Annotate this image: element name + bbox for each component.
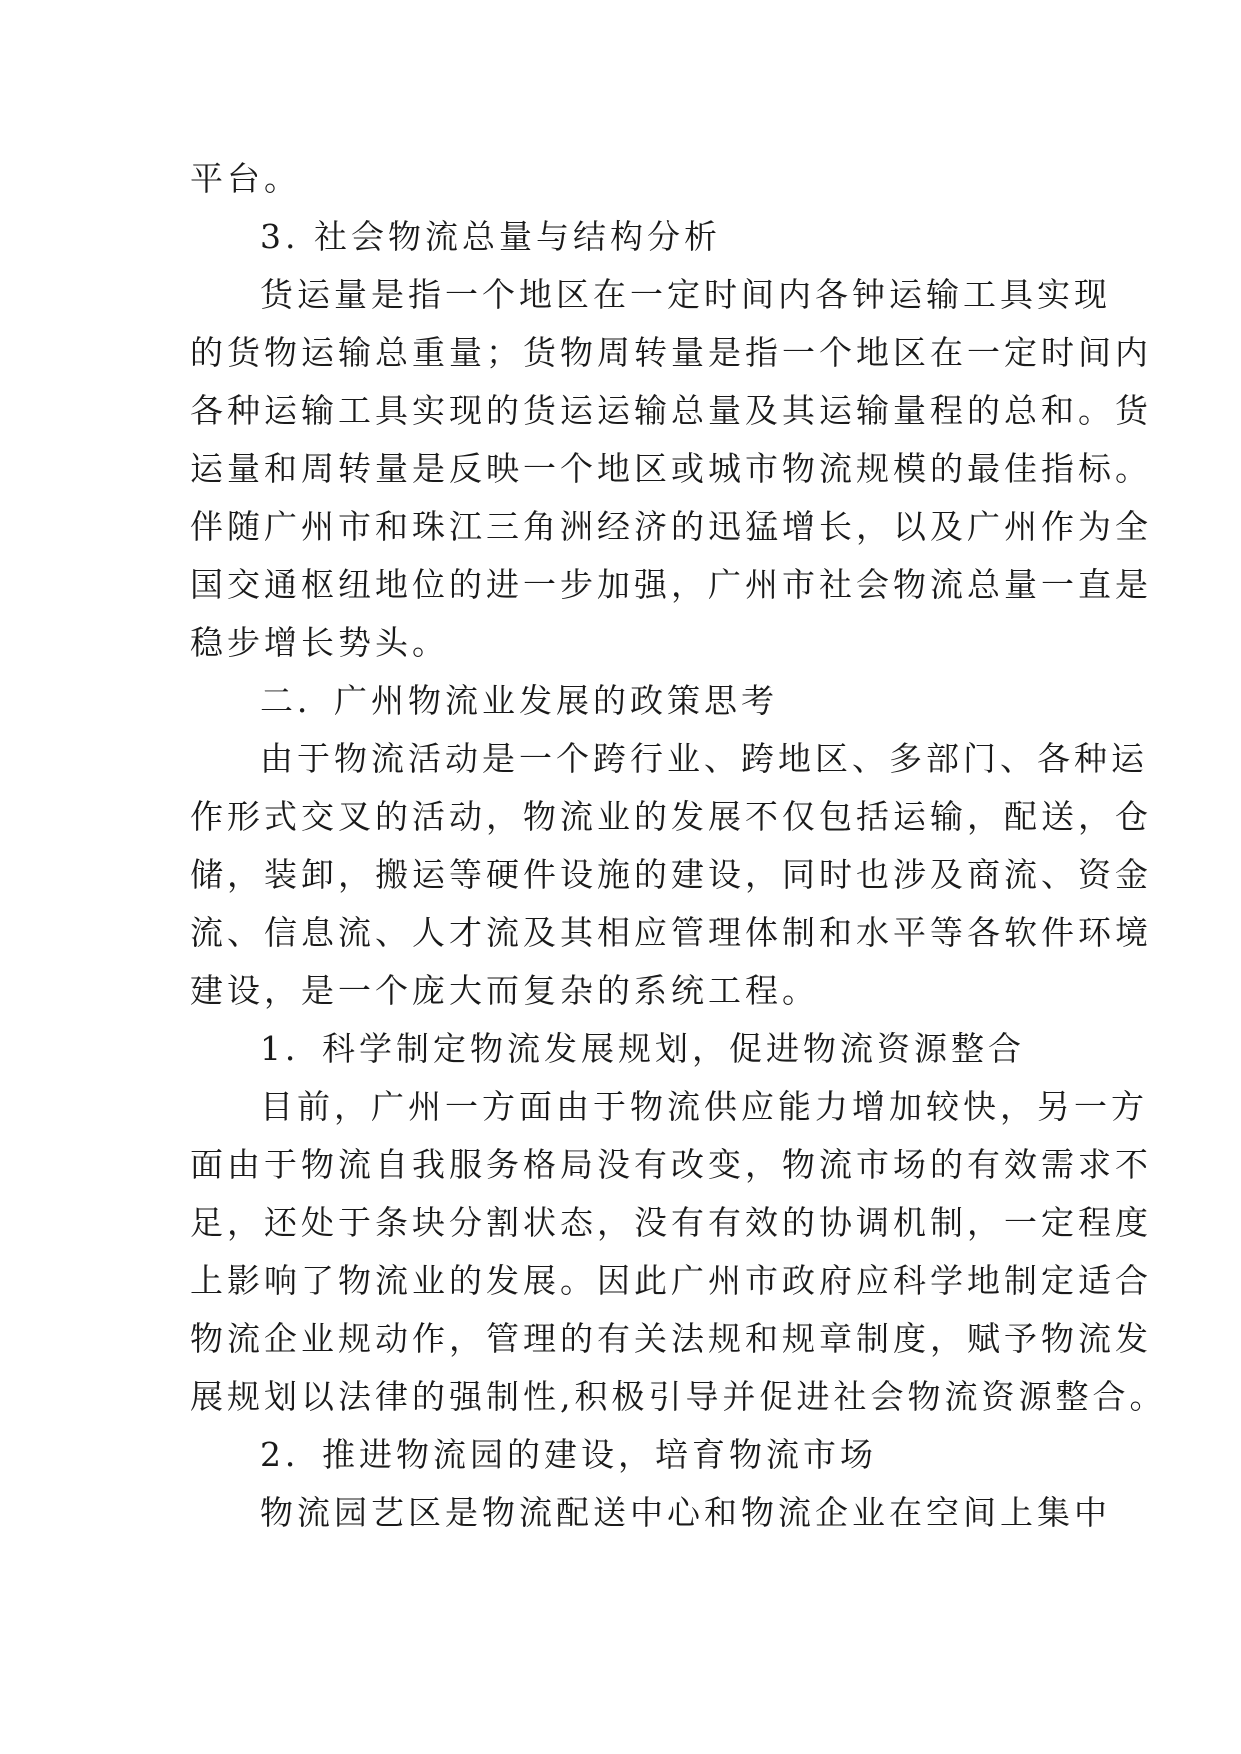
text-line: 建设，是一个庞大而复杂的系统工程。 xyxy=(190,971,819,1010)
text-line: 二．广州物流业发展的政策思考 xyxy=(260,681,778,720)
text-line: 物流企业规动作，管理的有关法规和规章制度，赋予物流发 xyxy=(190,1319,1152,1358)
text-line: 上影响了物流业的发展。因此广州市政府应科学地制定适合 xyxy=(190,1261,1152,1300)
text-line: 3. 社会物流总量与结构分析 xyxy=(260,217,721,256)
text-line: 平台。 xyxy=(190,159,301,198)
text-line: 2．推进物流园的建设，培育物流市场 xyxy=(260,1435,877,1474)
text-line: 流、信息流、人才流及其相应管理体制和水平等各软件环境 xyxy=(190,913,1152,952)
text-line: 目前，广州一方面由于物流供应能力增加较快，另一方 xyxy=(260,1087,1148,1126)
text-line: 伴随广州市和珠江三角洲经济的迅猛增长，以及广州作为全 xyxy=(190,507,1152,546)
text-line: 的货物运输总重量；货物周转量是指一个地区在一定时间内 xyxy=(190,333,1152,372)
text-line: 展规划以法律的强制性,积极引导并促进社会物流资源整合。 xyxy=(190,1377,1167,1416)
text-line: 运量和周转量是反映一个地区或城市物流规模的最佳指标。 xyxy=(190,449,1152,488)
text-line: 由于物流活动是一个跨行业、跨地区、多部门、各种运 xyxy=(260,739,1148,778)
text-line: 1．科学制定物流发展规划，促进物流资源整合 xyxy=(260,1029,1025,1068)
text-line: 作形式交叉的活动，物流业的发展不仅包括运输，配送，仓 xyxy=(190,797,1152,836)
text-line: 稳步增长势头。 xyxy=(190,623,449,662)
text-line: 国交通枢纽地位的进一步加强，广州市社会物流总量一直是 xyxy=(190,565,1152,604)
text-line: 物流园艺区是物流配送中心和物流企业在空间上集中 xyxy=(260,1493,1111,1532)
text-line: 货运量是指一个地区在一定时间内各钟运输工具实现 xyxy=(260,275,1111,314)
text-line: 储，装卸，搬运等硬件设施的建设，同时也涉及商流、资金 xyxy=(190,855,1152,894)
text-line: 面由于物流自我服务格局没有改变，物流市场的有效需求不 xyxy=(190,1145,1152,1184)
text-line: 足，还处于条块分割状态，没有有效的协调机制，一定程度 xyxy=(190,1203,1152,1242)
text-line: 各种运输工具实现的货运运输总量及其运输量程的总和。货 xyxy=(190,391,1152,430)
body-text xyxy=(190,150,1167,1542)
